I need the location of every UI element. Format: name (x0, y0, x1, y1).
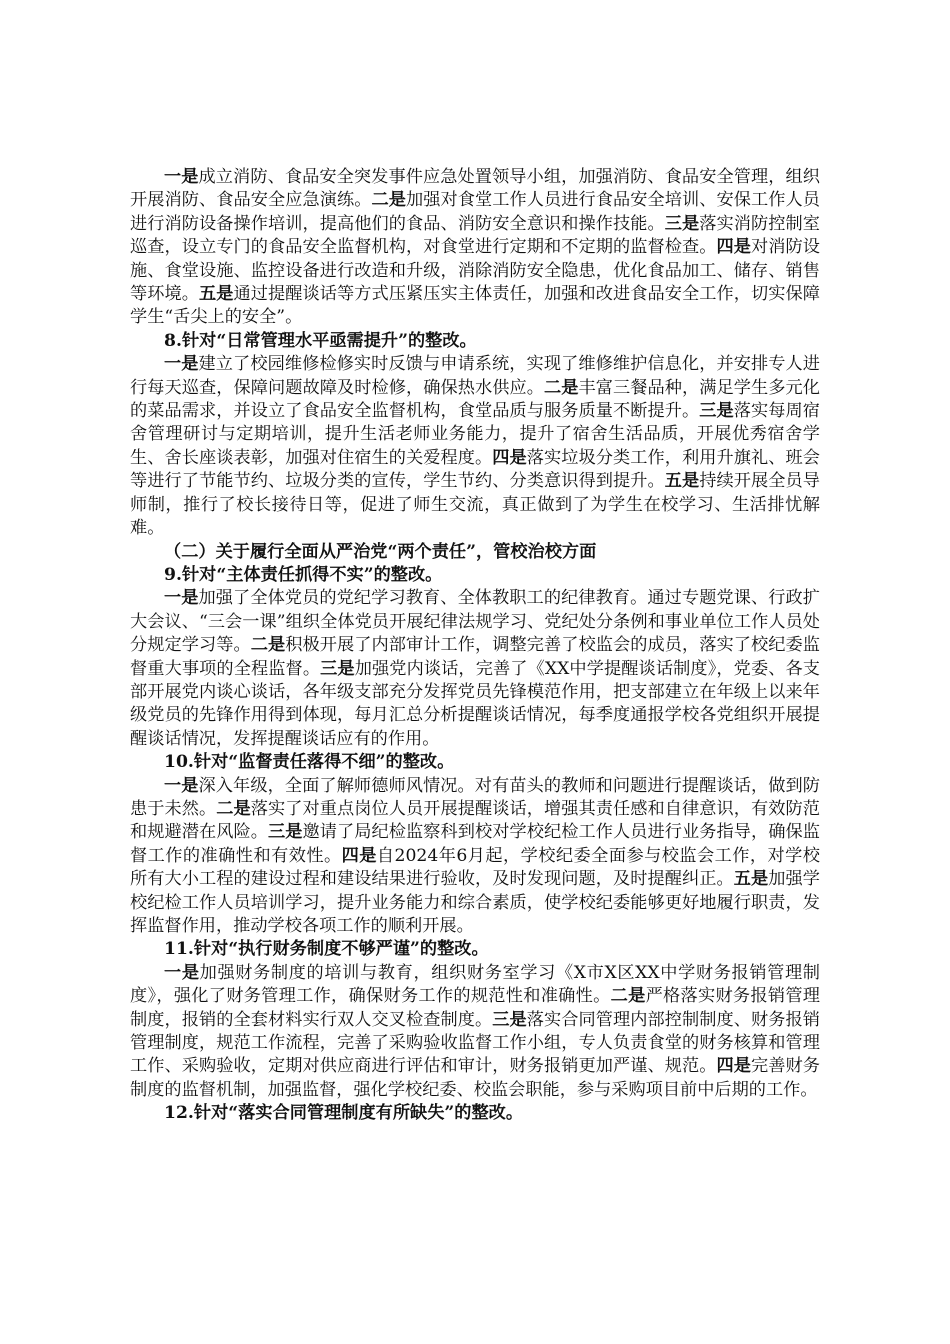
paragraph-text: 持续开展全员导师制，推行了校长接待日等，促进了师生交流，真正做到了为学生在校学习、生活排忧解难。 (130, 471, 820, 539)
emphasis-text: 一是 (164, 167, 199, 187)
paragraph-text: 严格落实财务报销管理制度，报销的全套材料实行双人交叉检查制度。 (130, 986, 820, 1030)
paragraph-text: 完善财务制度的监督机制，加强监督，强化学校纪委、校监会职能，参与采购项目前中后期的工作。 (130, 1056, 820, 1100)
document-body (130, 166, 820, 1126)
emphasis-text: 五是 (199, 284, 234, 305)
emphasis-text: 四是 (341, 845, 377, 866)
section-heading (130, 1102, 820, 1125)
emphasis-text: 三是 (699, 401, 734, 422)
emphasis-text: 三是 (492, 1009, 527, 1030)
paragraph-text: 落实垃圾分类工作，利用升旗礼、班会等进行了节能节约、垃圾分类的宣传，学生节约、分类意识得到提升。 (130, 447, 820, 492)
section-heading (130, 564, 820, 587)
emphasis-text: 三是 (320, 658, 355, 679)
body-paragraph (130, 587, 820, 751)
paragraph-text: 落实每周宿舍管理研讨与定期培训，提升生活老师业务能力，提升了宿舍生活品质，开展优秀宿舍学生、舍长座谈表彰，加强对住宿生的关爱程度。 (130, 401, 820, 468)
body-paragraph (130, 962, 820, 1102)
section-heading (130, 751, 820, 774)
paragraph-text: 丰富三餐品种，满足学生多元化的菜品需求，并设立了食品安全监督机构，食堂品质与服务质量不断提升。 (130, 377, 820, 422)
emphasis-text: 四是 (492, 447, 527, 468)
paragraph-text: 落实合同管理内部控制制度、财务报销管理制度，规范工作流程，完善了采购验收监督工作小组，专人负责食堂的财务核算和管理工作、采购验收，定期对供应商进行评估和审计，财务报销更加严谨、规范。 (130, 1009, 820, 1077)
emphasis-text: 五是 (733, 869, 769, 890)
paragraph-text: 对消防设施、食堂设施、监控设备进行改造和升级，消除消防安全隐患，优化食品加工、储存、销售等环境。 (130, 237, 820, 305)
emphasis-text: 三是 (268, 822, 303, 843)
emphasis-text: 二是 (610, 986, 646, 1007)
paragraph-text: 加强财务制度的培训与教育，组织财务室学习《X市X区XX中学财务报销管理制度》，强化了财务管理工作，确保财务工作的规范性和准确性。 (130, 962, 820, 1007)
emphasis-text: 一是 (164, 588, 199, 609)
section-heading (130, 541, 820, 564)
paragraph-text: 落实了对重点岗位人员开展提醒谈话，增强其责任感和自律意识，有效防范和规避潜在风险。 (130, 798, 820, 843)
emphasis-text: 一是 (164, 775, 199, 796)
section-heading (130, 938, 820, 961)
paragraph-text: 加强对食堂工作人员进行食品安全培训、安保工作人员进行消防设备操作培训，提高他们的食品、消防安全意识和操作技能。 (130, 190, 820, 234)
paragraph-text: 积极开展了内部审计工作，调整完善了校监会的成员，落实了校纪委监督重大事项的全程监督。 (130, 635, 820, 679)
emphasis-text: 一是 (164, 354, 199, 375)
emphasis-text: 二是 (371, 190, 407, 211)
body-paragraph (130, 166, 820, 330)
paragraph-text: 成立消防、食品安全突发事件应急处置领导小组，加强消防、食品安全管理，组织开展消防、食品安全应急演练。 (130, 167, 820, 211)
paragraph-text: 加强学校纪检工作人员培训学习，提升业务能力和综合素质，使学校纪委能够更好地履行职责，发挥监督作用，推动学校各项工作的顺利开展。 (130, 869, 820, 936)
emphasis-text: 8.针对“日常管理水平亟需提升”的整改。 (164, 330, 477, 351)
emphasis-text: 一是 (164, 962, 200, 983)
paragraph-text: 自2024年6月起，学校纪委全面参与校监会工作，对学校所有大小工程的建设过程和建设结果进行验收，及时发现问题，及时提醒纠正。 (130, 845, 820, 890)
paragraph-text: 落实消防控制室巡查，设立专门的食品安全监督机构，对食堂进行定期和不定期的监督检查。 (130, 213, 820, 258)
section-heading (130, 330, 820, 353)
emphasis-text: 三是 (664, 213, 700, 234)
emphasis-text: 二是 (544, 377, 579, 398)
paragraph-text: 加强了全体党员的党纪学习教育、全体教职工的纪律教育。通过专题党课、行政扩大会议、“三会一课”组织全体党员开展纪律法规学习、党纪处分条例和事业单位工作人员处分规定学习等。 (130, 588, 820, 656)
emphasis-text: 五是 (664, 471, 700, 492)
emphasis-text: 二是 (250, 635, 286, 656)
emphasis-text: 11.针对“执行财务制度不够严谨”的整改。 (164, 939, 489, 960)
paragraph-text: 邀请了局纪检监察科到校对学校纪检工作人员进行业务指导，确保监督工作的准确性和有效性。 (130, 822, 820, 866)
paragraph-text: 建立了校园维修检修实时反馈与申请系统，实现了维修维护信息化，并安排专人进行每天巡查，保障问题故障及时检修，确保热水供应。 (130, 354, 820, 398)
emphasis-text: 9.针对“主体责任抓得不实”的整改。 (164, 564, 443, 585)
body-paragraph (130, 353, 820, 540)
emphasis-text: 12.针对“落实合同管理制度有所缺失”的整改。 (164, 1103, 524, 1124)
emphasis-text: 10.针对“监督责任落得不细”的整改。 (164, 752, 455, 773)
body-paragraph (130, 775, 820, 939)
emphasis-text: 二是 (216, 798, 251, 819)
paragraph-text: 通过提醒谈话等方式压紧压实主体责任，加强和改进食品安全工作，切实保障学生“舌尖上的安全”。 (130, 284, 820, 328)
emphasis-text: （二）关于履行全面从严治党“两个责任”，管校治校方面 (164, 541, 597, 562)
paragraph-text: 深入年级，全面了解师德师风情况。对有苗头的教师和问题进行提醒谈话，做到防患于未然。 (130, 775, 820, 819)
emphasis-text: 四是 (716, 1056, 752, 1077)
emphasis-text: 四是 (716, 237, 752, 258)
paragraph-text: 加强党内谈话，完善了《XX中学提醒谈话制度》，党委、各支部开展党内谈心谈话，各年级支部充分发挥党员先锋模范作用，把支部建立在年级上以来年级党员的先锋作用得到体现，每月汇总分析提醒谈话情况，每季度通报学校各党组织开展提醒谈话情况，发挥提醒谈话应有的作用。 (130, 658, 820, 749)
